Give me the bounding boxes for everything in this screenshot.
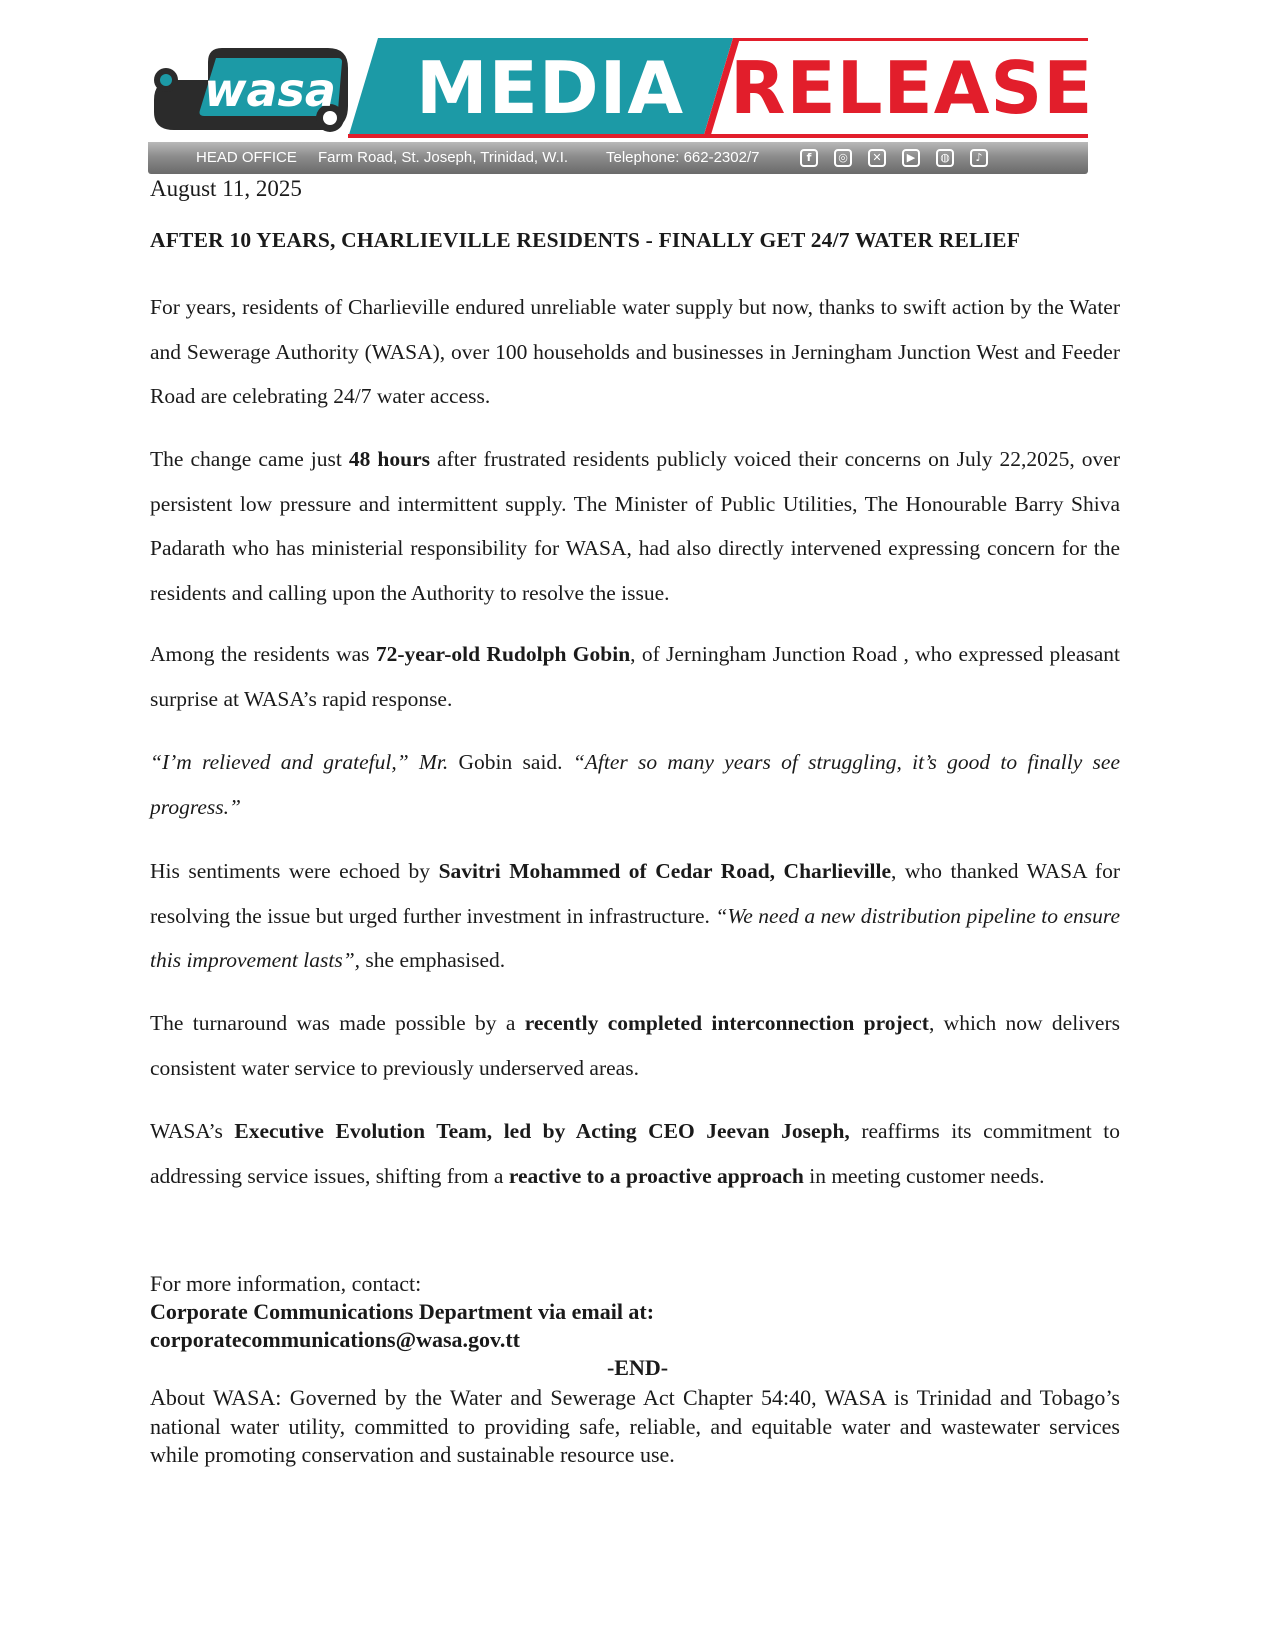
headline: AFTER 10 YEARS, CHARLIEVILLE RESIDENTS - FINALLY GET 24/7 WATER RELIEF bbox=[150, 228, 1021, 252]
paragraph-2: The change came just 48 hours after frustrated residents publicly voiced their concerns on July 22,2025, over persistent low pressure and intermittent supply. The Minister of Public Utilities, The Honourable Barry Shiva Padarath who has ministerial responsibility for WASA, had also directly intervened expressing concern for the residents and calling upon the Authority to resolve the issue. bbox=[150, 447, 1120, 605]
wasa-logo bbox=[148, 40, 358, 136]
instagram-icon[interactable]: ◎ bbox=[834, 149, 852, 167]
x-icon[interactable]: ✕ bbox=[868, 149, 886, 167]
logo-wordmark: wasa bbox=[204, 63, 336, 117]
media-release-banner bbox=[148, 38, 1094, 176]
paragraph-4-quote: “I’m relieved and grateful,” Mr. Gobin said. “After so many years of struggling, it’s good to finally see progress.” bbox=[150, 750, 1120, 819]
telephone-text: Telephone: 662-2302/7 bbox=[606, 149, 760, 166]
contact-block bbox=[150, 1270, 1120, 1354]
paragraph-7: WASA’s Executive Evolution Team, led by Acting CEO Jeevan Joseph, reaffirms its commitment to addressing service issues, shifting from a reactive to a proactive approach in meeting customer needs. bbox=[150, 1119, 1120, 1188]
release-date: August 11, 2025 bbox=[150, 176, 302, 201]
address-text: Farm Road, St. Joseph, Trinidad, W.I. bbox=[318, 149, 569, 166]
youtube-icon[interactable]: ▶ bbox=[902, 149, 920, 167]
paragraph-1: For years, residents of Charlieville endured unreliable water supply but now, thanks to swift action by the Water and Sewerage Authority (WASA), over 100 households and businesses in Jerningham Junction West and Feeder Road are celebrating 24/7 water access. bbox=[150, 295, 1120, 408]
facebook-icon[interactable]: f bbox=[800, 149, 818, 167]
paragraph-5: His sentiments were echoed by Savitri Mohammed of Cedar Road, Charlieville, who thanked WASA for resolving the issue but urged further investment in infrastructure. “We need a new distribution pipeline to ensure this improvement lasts”, she emphasised. bbox=[150, 859, 1120, 972]
contact-department: Corporate Communications Department via email at: bbox=[150, 1299, 655, 1324]
paragraph-6: The turnaround was made possible by a recently completed interconnection project, which now delivers consistent water service to previously underserved areas. bbox=[150, 1011, 1120, 1080]
contact-email-link[interactable]: corporatecommunications@wasa.gov.tt bbox=[150, 1327, 520, 1352]
contact-bar bbox=[148, 142, 1088, 174]
web-icon[interactable]: ◍ bbox=[936, 149, 954, 167]
contact-intro: For more information, contact: bbox=[150, 1271, 422, 1296]
release-title: RELEASE bbox=[730, 46, 1094, 130]
about-wasa: About WASA: Governed by the Water and Sewerage Act Chapter 54:40, WASA is Trinidad and Tobago’s national water utility, committed to providing safe, reliable, and equitable water and wastewater services while promoting conservation and sustainable resource use. bbox=[150, 1385, 1120, 1467]
tiktok-icon[interactable]: ♪ bbox=[970, 149, 988, 167]
media-title: MEDIA bbox=[416, 46, 685, 130]
paragraph-3: Among the residents was 72-year-old Rudolph Gobin, of Jerningham Junction Road , who expressed pleasant surprise at WASA’s rapid response. bbox=[150, 642, 1120, 711]
head-office-label: HEAD OFFICE bbox=[196, 149, 297, 166]
end-marker: -END- bbox=[606, 1355, 669, 1380]
